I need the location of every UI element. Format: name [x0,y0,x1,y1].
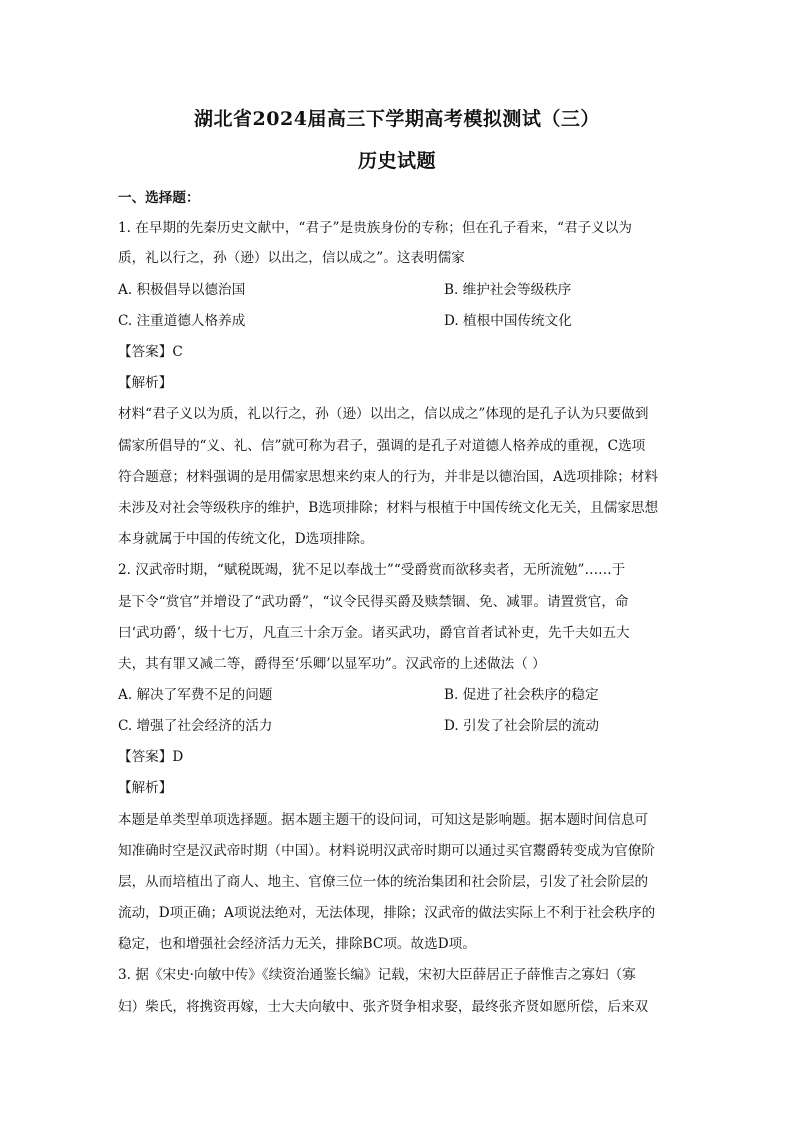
q2-answer: 【答案】D [118,749,184,765]
q1-analysis-line-4: 未涉及对社会等级秩序的维护，B选项排除；材料与根植于中国传统文化无关，且儒家思想 [118,500,659,516]
q2-stem-line-1: 2. 汉武帝时期，“赋税既竭，犹不足以奉战士”“受爵赏而欲移卖者，无所流勉”……于 [118,562,626,578]
q3-stem-line-2: 妇）柴氏，将携资再嫁，士大夫向敏中、张齐贤争相求娶，最终张齐贤如愿所偿，后来双 [118,999,649,1015]
q1-stem-line-1: 1. 在早期的先秦历史文献中，“君子”是贵族身份的专称；但在孔子看来，“君子义以为 [118,220,632,236]
q1-stem-line-2: 质，礼以行之，孙（逊）以出之，信以成之”。这表明儒家 [118,250,465,266]
q2-analysis-line-4: 流动，D项正确；A项说法绝对，无法体现，排除；汉武帝的做法实际上不利于社会秩序的 [118,905,656,921]
q1-analysis-line-1: 材料“君子义以为质，礼以行之，孙（逊）以出之，信以成之”体现的是孔子认为只要做到 [118,406,649,422]
q1-answer: 【答案】C [118,344,183,360]
q2-option-c: C. 增强了社会经济的活力 [118,718,273,734]
document-title: 湖北省2024届高三下学期高考模拟测试（三） [194,108,600,130]
document-subtitle: 历史试题 [357,150,436,172]
q1-option-a: A. 积极倡导以德治国 [118,282,246,298]
q1-analysis-label: 【解析】 [118,375,173,391]
q2-stem-line-3: 曰‘武功爵’，级十七万，凡直三十余万金。诸买武功，爵官首者试补吏，先千夫如五大 [118,625,630,641]
q2-stem-line-2: 是下令“赏官”并增设了“武功爵”，“议令民得买爵及赎禁锢、免、减罪。请置赏官，命 [118,594,629,610]
q2-option-a: A. 解决了军费不足的问题 [118,687,273,703]
q2-analysis-line-2: 知准确时空是汉武帝时期（中国）。材料说明汉武帝时期可以通过买官鬻爵转变成为官僚阶 [118,843,655,859]
q2-stem-line-4: 夫，其有罪又减二等，爵得至‘乐卿’以显军功”。汉武帝的上述做法（ ） [118,656,546,672]
section-heading: 一、选择题： [118,190,200,206]
q1-analysis-line-3: 符合题意；材料强调的是用儒家思想来约束人的行为，并非是以德治国，A选项排除；材料 [118,469,658,485]
q2-analysis-line-5: 稳定，也和增强社会经济活力无关，排除BC项。故选D项。 [118,936,476,952]
q2-analysis-line-1: 本题是单类型单项选择题。据本题主题干的设问词，可知这是影响题。据本题时间信息可 [118,812,649,828]
q2-option-d: D. 引发了社会阶层的流动 [444,718,599,734]
q2-option-b: B. 促进了社会秩序的稳定 [444,687,599,703]
q2-analysis-line-3: 层，从而培植出了商人、地主、官僚三位一体的统治集团和社会阶层，引发了社会阶层的 [118,874,649,890]
q2-analysis-label: 【解析】 [118,780,173,796]
q1-option-c: C. 注重道德人格养成 [118,313,246,329]
q1-analysis-line-2: 儒家所倡导的“义、礼、信”就可称为君子，强调的是孔子对道德人格养成的重视，C选项 [118,438,646,454]
q1-option-d: D. 植根中国传统文化 [444,313,572,329]
q1-option-b: B. 维护社会等级秩序 [444,282,572,298]
q3-stem-line-1: 3. 据《宋史·向敏中传》《续资治通鉴长编》记载，宋初大臣薛居正子薛惟吉之寡妇（寡 [118,967,636,983]
q1-analysis-line-5: 本身就属于中国的传统文化，D选项排除。 [118,531,374,547]
